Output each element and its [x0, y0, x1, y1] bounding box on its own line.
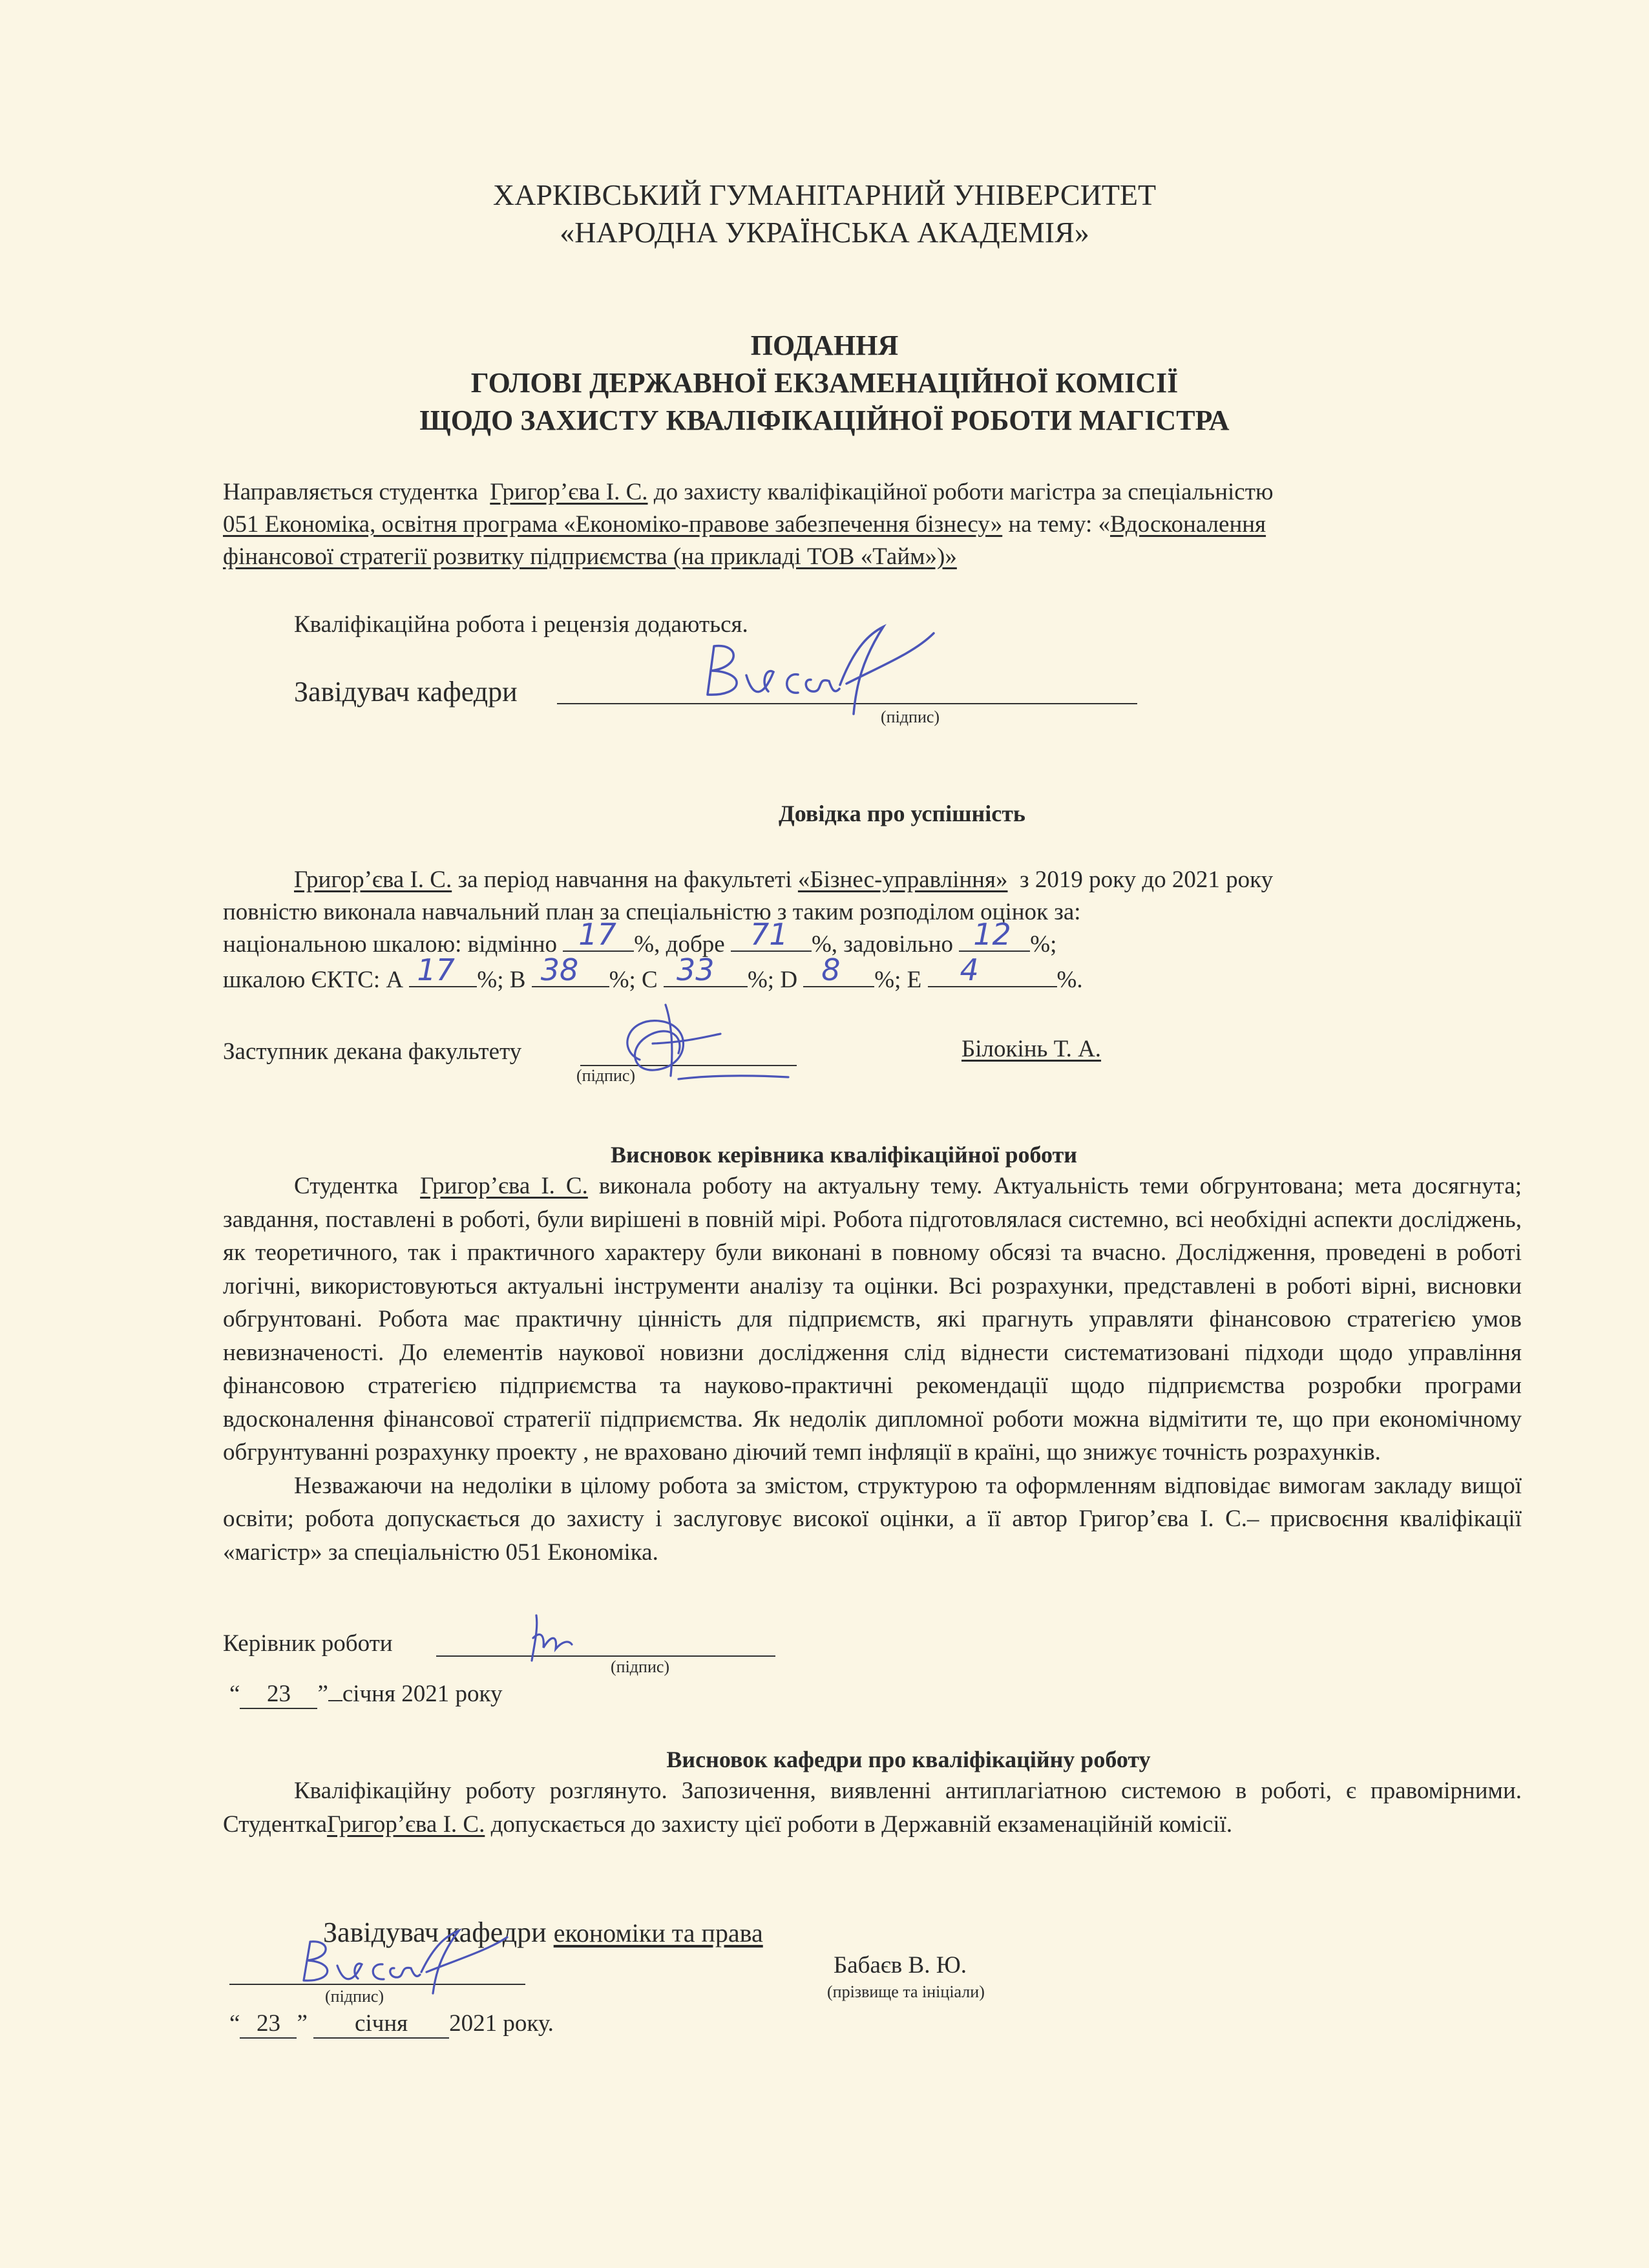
grade-good: 71 [750, 917, 788, 952]
department-date: “ 23 ” січня 2021 року. [229, 2010, 554, 2039]
deputy-name: Білокінь Т. А. [961, 1036, 1102, 1062]
grade-satisfactory: 12 [973, 917, 1011, 952]
department-head-signature [297, 1919, 517, 1997]
submission-line-3 [223, 543, 957, 571]
supervisor-date: “ 23 ” січня 2021 року [229, 1680, 502, 1709]
university-name-line1: ХАРКІВСЬКИЙ ГУМАНІТАРНИЙ УНІВЕРСИТЕТ [492, 178, 1157, 211]
head-of-department-label: Завідувач кафедри [294, 676, 518, 708]
department-date-day: 23 [240, 2010, 297, 2039]
faculty-name: «Бізнес-управління» [797, 866, 1008, 893]
deputy-signature-caption: (підпис) [576, 1066, 636, 1085]
supervisor-date-day: 23 [240, 1680, 317, 1709]
document-title-line3: ЩОДО ЗАХИСТУ КВАЛІФІКАЦІЙНОЇ РОБОТИ МАГІСТРА [419, 404, 1230, 436]
head-signature [701, 607, 947, 717]
ects-scale-line: шкалою ЄКТС: А 17 %; В 38 %; С 33 %; D 8 %; Е 4 %. [223, 952, 1083, 993]
thesis-topic: фінансової стратегії розвитку підприємства (на прикладі ТОВ «Тайм»)» [223, 543, 957, 570]
document-title-line1: ПОДАННЯ [750, 330, 899, 361]
performance-line-2: повністю виконала навчальний план за спеціальністю з таким розподілом оцінок за: [223, 899, 1081, 925]
deputy-signature [614, 998, 801, 1089]
supervisor-signature [520, 1609, 591, 1667]
student-name: Григор’єва І. С. [294, 866, 452, 893]
deputy-dean-label: Заступник декана факультету [223, 1038, 522, 1065]
supervisor-conclusion [223, 1170, 1522, 1569]
grade-b: 38 [540, 952, 579, 987]
attachments-note: Кваліфікаційна робота і рецензія додаються. [294, 611, 748, 638]
department-head-name: Бабаєв В. Ю. [834, 1952, 967, 1979]
grade-e: 4 [960, 952, 979, 987]
student-name: Григор’єва І. С. [490, 479, 648, 505]
department-signature-caption: (підпис) [325, 1987, 384, 2006]
supervisor-paragraph-1: Студентка Григор’єва І. С. виконала роботу на актуальну тему. Актуальність теми обгрунтована; мета досягнута; завдання, поставлені в роботі, були вирішені в повній мірі. Робота підготовлялася системно, всі необхідні аспекти досліджень, як теоретичного, так і практичного характеру були виконані в повному обсязі та вчасно. Дослідження, проведені в роботі логічні, використовуються актуальні інструменти аналізу та оцінки. Всі розрахунки, представлені в роботі вірні, висновки обгрунтовані. Робота має практичну цінність для підприємств, які прагнуть управляти фінансовою стратегією умов невизначеності. До елементів наукової новизни дослідження слід віднести систематизовані підходи щодо управління фінансовою стратегією підприємства та науково-практичні рекомендації щодо підприємства розробки програми вдосконалення фінансової стратегії підприємства. Як недолік дипломної роботи можна відмітити те, що при економічному обгрунтуванні розрахунку проекту , не враховано діючий темп інфляції в країні, що знижує точність розрахунків. [223, 1173, 1522, 1465]
department-paragraph: Кваліфікаційну роботу розглянуто. Запозичення, виявленні антиплагіатною системою в роботі, є правомірними. СтуденткаГригор’єва І. С. допускається до захисту цієї роботи в Державній екзаменаційній комісії. [223, 1778, 1522, 1838]
supervisor-paragraph-2: Незважаючи на недоліки в цілому робота за змістом, структурою та оформленням відповідає вимогам закладу вищої освіти; робота допускається до захисту і заслуговує високої оцінки, а її автор Григор’єва І. С.– присвоєння кваліфікації «магістр» за спеціальністю 051 Економіка. [223, 1472, 1522, 1566]
grade-a: 17 [417, 952, 455, 987]
submission-line-2: 051 Економіка, освітня програма «Економіко-правове забезпечення бізнесу» на тему: «Вдосконалення [223, 511, 1266, 538]
department-name: економіки та права [553, 1918, 763, 1948]
university-name-line2: «НАРОДНА УКРАЇНСЬКА АКАДЕМІЯ» [560, 216, 1089, 249]
student-name: Григор’єва І. С. [420, 1173, 588, 1199]
supervisor-signature-line [436, 1655, 775, 1657]
submission-line-1: Направляється студентка Григор’єва І. С. до захисту кваліфікаційної роботи магістра за спеціальністю [223, 479, 1274, 505]
department-conclusion [223, 1774, 1522, 1841]
grade-d: 8 [821, 952, 841, 987]
supervisor-label: Керівник роботи [223, 1630, 393, 1657]
supervisor-heading: Висновок керівника кваліфікаційної роботи [610, 1142, 1078, 1168]
signature-caption: (підпис) [881, 708, 940, 726]
performance-line-1: Григор’єва І. С. за період навчання на факультеті «Бізнес-управління» з 2019 року до 2021 року [294, 866, 1274, 893]
national-scale-line: національною шкалою: відмінно 17 %, добре 71 %, задовільно 12 %; [223, 917, 1057, 958]
name-caption: (прізвище та ініціали) [827, 1982, 985, 2001]
supervisor-signature-caption: (підпис) [611, 1657, 670, 1676]
document-title-line2: ГОЛОВІ ДЕРЖАВНОЇ ЕКЗАМЕНАЦІЙНОЇ КОМІСІЇ [470, 367, 1179, 399]
department-heading: Висновок кафедри про кваліфікаційну роботу [666, 1747, 1151, 1772]
department-head-line: Завідувач кафедри економіки та права [323, 1916, 763, 1948]
student-name: Григор’єва І. С. [327, 1811, 485, 1838]
grade-excellent: 17 [578, 917, 616, 952]
grade-c: 33 [676, 952, 715, 987]
department-date-month: січня [313, 2010, 449, 2039]
program-name: 051 Економіка, освітня програма «Економіко-правове забезпечення бізнесу» [223, 511, 1003, 538]
performance-heading: Довідка про успішність [779, 801, 1025, 826]
